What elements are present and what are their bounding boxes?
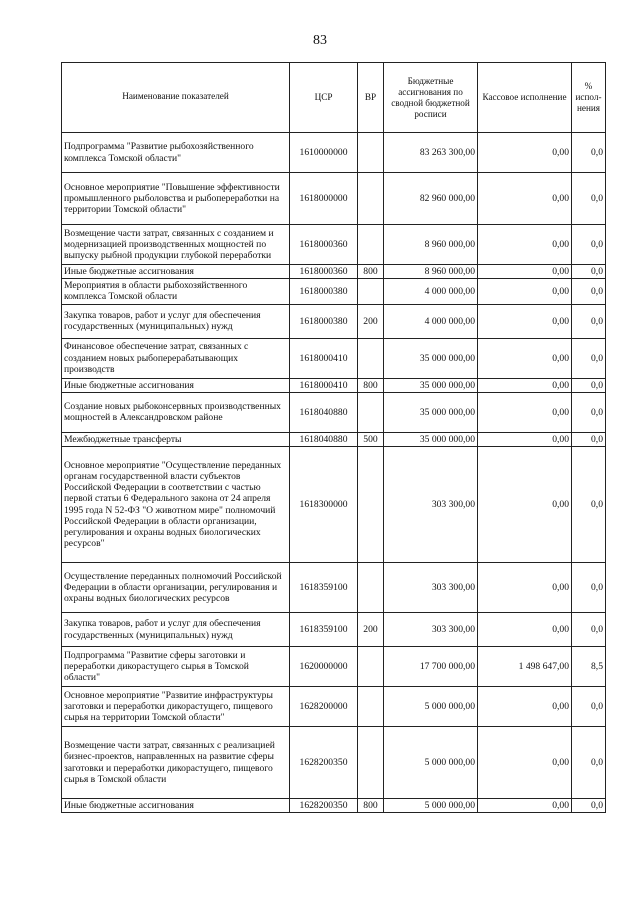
row-csr: 1620000000 [290,647,358,687]
row-percent: 0,0 [572,173,606,225]
row-percent: 0,0 [572,265,606,279]
row-budget: 8 960 000,00 [384,265,478,279]
row-csr: 1618000000 [290,173,358,225]
table-header-row [62,63,606,133]
row-name: Межбюджетные трансферты [62,432,290,446]
row-csr: 1618359100 [290,563,358,613]
row-cash: 0,00 [478,279,572,304]
row-vr: 800 [358,378,384,392]
row-csr: 1618000410 [290,378,358,392]
row-budget: 303 300,00 [384,563,478,613]
table-row [62,799,606,813]
row-name: Основное мероприятие "Осуществление переданных органам государственной власти субъектов Российской Федерации в соответствии с частью первой статьи 6 Федерального закона от 24 апреля 1995 года N 52-ФЗ "О животном мире" полномочий Российской Федерации в области организации, регулирования и охраны водных биологических ресурсов" [62,447,290,563]
row-name: Закупка товаров, работ и услуг для обеспечения государственных (муниципальных) нужд [62,613,290,647]
table-row [62,338,606,378]
table-body [62,133,606,813]
row-vr: 500 [358,432,384,446]
row-csr: 1610000000 [290,133,358,173]
row-csr: 1618040880 [290,392,358,432]
row-cash: 0,00 [478,447,572,563]
budget-table [61,62,606,813]
row-name: Возмещение части затрат, связанных с реализацией бизнес-проектов, направленных на развитие сферы заготовки и переработки дикорастущего, пищевого сырья в Томской области [62,727,290,799]
row-percent: 0,0 [572,378,606,392]
row-cash: 0,00 [478,225,572,265]
row-vr [358,133,384,173]
row-vr [358,225,384,265]
row-name: Возмещение части затрат, связанных с созданием и модернизацией производственных мощностей по выпуску рыбной продукции глубокой переработки [62,225,290,265]
row-cash: 0,00 [478,378,572,392]
table-row [62,304,606,338]
row-percent: 0,0 [572,727,606,799]
row-cash: 0,00 [478,392,572,432]
row-csr: 1618000410 [290,338,358,378]
row-cash: 0,00 [478,304,572,338]
header-name: Наименование показателей [62,63,290,133]
row-cash: 0,00 [478,432,572,446]
row-budget: 82 960 000,00 [384,173,478,225]
row-budget: 35 000 000,00 [384,338,478,378]
header-csr: ЦСР [290,63,358,133]
row-percent: 0,0 [572,133,606,173]
row-name: Иные бюджетные ассигнования [62,265,290,279]
table-row [62,173,606,225]
row-percent: 0,0 [572,447,606,563]
row-cash: 0,00 [478,338,572,378]
row-percent: 0,0 [572,392,606,432]
row-cash: 0,00 [478,613,572,647]
table-row [62,279,606,304]
row-vr [358,338,384,378]
row-budget: 17 700 000,00 [384,647,478,687]
row-cash: 0,00 [478,173,572,225]
row-budget: 8 960 000,00 [384,225,478,265]
row-budget: 35 000 000,00 [384,432,478,446]
row-percent: 0,0 [572,687,606,727]
row-budget: 303 300,00 [384,613,478,647]
row-name: Создание новых рыбоконсервных производственных мощностей в Александровском районе [62,392,290,432]
row-csr: 1618300000 [290,447,358,563]
row-percent: 0,0 [572,225,606,265]
table-row [62,727,606,799]
row-name: Финансовое обеспечение затрат, связанных с созданием новых рыбоперерабатывающих производств [62,338,290,378]
table-row [62,225,606,265]
row-name: Закупка товаров, работ и услуг для обеспечения государственных (муниципальных) нужд [62,304,290,338]
row-budget: 5 000 000,00 [384,799,478,813]
row-csr: 1628200350 [290,799,358,813]
row-csr: 1628200000 [290,687,358,727]
row-name: Иные бюджетные ассигнования [62,378,290,392]
table-row [62,378,606,392]
table-row [62,687,606,727]
row-vr: 200 [358,613,384,647]
header-percent: % испол-нения [572,63,606,133]
header-cash: Кассовое исполнение [478,63,572,133]
table-row [62,392,606,432]
row-budget: 35 000 000,00 [384,392,478,432]
table-row [62,265,606,279]
row-vr [358,447,384,563]
header-budget: Бюджетные ассигнования по сводной бюджетной росписи [384,63,478,133]
row-csr: 1618000380 [290,304,358,338]
page-number: 83 [313,33,327,48]
row-vr [358,392,384,432]
row-name: Основное мероприятие "Повышение эффективности промышленного рыболовства и рыбопереработки на территории Томской области" [62,173,290,225]
row-budget: 4 000 000,00 [384,304,478,338]
row-vr [358,647,384,687]
table-row [62,647,606,687]
row-vr: 200 [358,304,384,338]
row-percent: 0,0 [572,432,606,446]
row-name: Иные бюджетные ассигнования [62,799,290,813]
row-csr: 1618000360 [290,225,358,265]
row-budget: 5 000 000,00 [384,727,478,799]
row-cash: 0,00 [478,687,572,727]
row-cash: 0,00 [478,799,572,813]
row-name: Мероприятия в области рыбохозяйственного комплекса Томской области [62,279,290,304]
row-vr: 800 [358,799,384,813]
row-csr: 1618000360 [290,265,358,279]
row-cash: 0,00 [478,727,572,799]
row-name: Основное мероприятие "Развитие инфраструктуры заготовки и переработки дикорастущего, пищевого сырья на территории Томской области" [62,687,290,727]
row-name: Подпрограмма "Развитие рыбохозяйственного комплекса Томской области" [62,133,290,173]
row-percent: 0,0 [572,338,606,378]
row-cash: 0,00 [478,265,572,279]
row-cash: 0,00 [478,563,572,613]
row-cash: 0,00 [478,133,572,173]
row-percent: 0,0 [572,613,606,647]
row-cash: 1 498 647,00 [478,647,572,687]
row-percent: 0,0 [572,563,606,613]
row-budget: 83 263 300,00 [384,133,478,173]
table-row [62,447,606,563]
table-row [62,133,606,173]
row-csr: 1628200350 [290,727,358,799]
table-row [62,563,606,613]
row-csr: 1618359100 [290,613,358,647]
row-csr: 1618040880 [290,432,358,446]
row-vr [358,727,384,799]
row-csr: 1618000380 [290,279,358,304]
header-vr: ВР [358,63,384,133]
row-percent: 0,0 [572,279,606,304]
row-vr [358,563,384,613]
table-row [62,613,606,647]
row-vr [358,687,384,727]
row-budget: 35 000 000,00 [384,378,478,392]
row-vr [358,173,384,225]
row-budget: 5 000 000,00 [384,687,478,727]
row-name: Подпрограмма "Развитие сферы заготовки и переработки дикорастущего сырья в Томской области" [62,647,290,687]
row-percent: 8,5 [572,647,606,687]
row-budget: 303 300,00 [384,447,478,563]
row-name: Осуществление переданных полномочий Российской Федерации в области организации, регулирования и охраны водных биологических ресурсов [62,563,290,613]
row-percent: 0,0 [572,799,606,813]
table-row [62,432,606,446]
row-vr [358,279,384,304]
row-vr: 800 [358,265,384,279]
row-budget: 4 000 000,00 [384,279,478,304]
row-percent: 0,0 [572,304,606,338]
